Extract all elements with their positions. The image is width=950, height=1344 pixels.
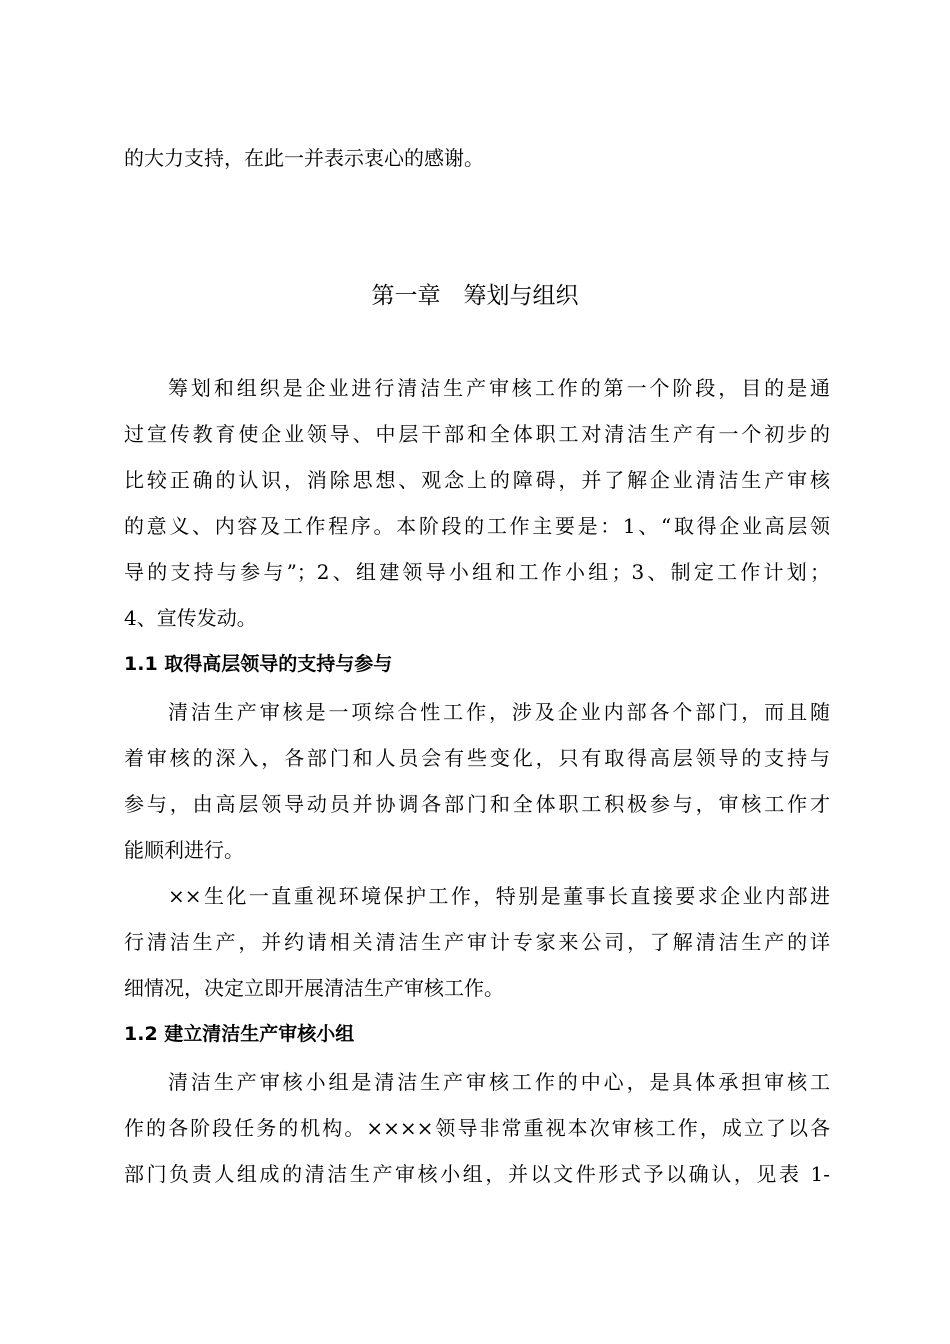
paragraph-line: 能顺利进行。 [124,838,244,862]
paragraph-line: 的意义、内容及工作程序。本阶段的工作主要是：1、“取得企业高层领 [124,514,830,538]
paragraph-line: 作的各阶段任务的机构。××××领导非常重视本次审核工作，成立了以各 [124,1116,830,1140]
paragraph-line: 行清洁生产，并约请相关清洁生产审计专家来公司，了解清洁生产的详 [124,930,830,954]
paragraph-line: 部门负责人组成的清洁生产审核小组，并以文件形式予以确认，见表 1- [124,1162,830,1186]
paragraph-line: 4、宣传发动。 [124,606,257,630]
paragraph-line: 筹划和组织是企业进行清洁生产审核工作的第一个阶段，目的是通 [168,376,830,400]
paragraph-line: 过宣传教育使企业领导、中层干部和全体职工对清洁生产有一个初步的 [124,422,830,446]
chapter-title: 第一章 筹划与组织 [371,283,579,309]
paragraph-line: 细情况，决定立即开展清洁生产审核工作。 [124,976,504,1000]
continuation-line: 的大力支持，在此一并表示衷心的感谢。 [124,146,484,170]
section-heading-1-2: 1.2 建立清洁生产审核小组 [124,1023,355,1045]
paragraph-line: 清洁生产审核是一项综合性工作，涉及企业内部各个部门，而且随 [168,700,830,724]
paragraph-line: 参与，由高层领导动员并协调各部门和全体职工积极参与，审核工作才 [124,792,830,816]
section-heading-1-1: 1.1 取得高层领导的支持与参与 [124,653,393,675]
paragraph-line: ××生化一直重视环境保护工作，特别是董事长直接要求企业内部进 [168,884,830,908]
paragraph-line: 比较正确的认识，消除思想、观念上的障碍，并了解企业清洁生产审核 [124,468,830,492]
paragraph-line: 导的支持与参与”；2、组建领导小组和工作小组；3、制定工作计划； [124,560,830,584]
paragraph-line: 清洁生产审核小组是清洁生产审核工作的中心，是具体承担审核工 [168,1070,830,1094]
paragraph-line: 着审核的深入，各部门和人员会有些变化，只有取得高层领导的支持与 [124,746,830,770]
